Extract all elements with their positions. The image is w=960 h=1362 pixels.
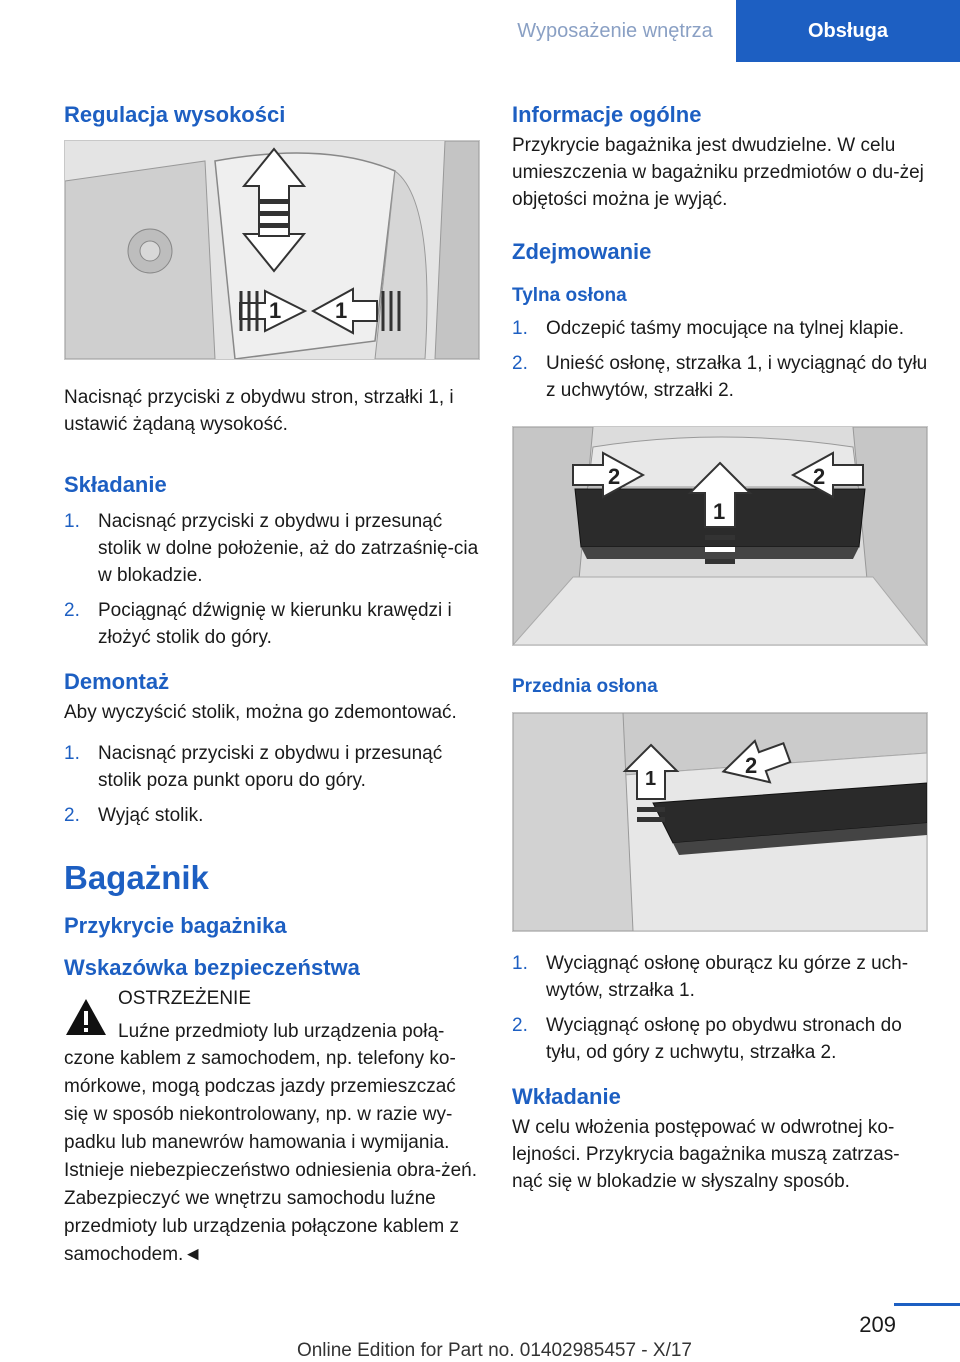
warning-title: OSTRZEŻENIE bbox=[118, 988, 252, 1009]
heading-inserting: Wkładanie bbox=[512, 1084, 621, 1109]
paragraph-inserting: W celu włożenia postępować w odwrotnej ko-lejności. Przykrycia bagażnika muszą zatrzas-nąć się w blokadzie w słyszalny sposób. bbox=[512, 1117, 900, 1192]
fig2-label-left: 2 bbox=[608, 464, 621, 489]
page-header bbox=[0, 0, 960, 62]
chapter-tab: Obsługa bbox=[736, 0, 960, 62]
section-title: Wyposażenie wnętrza bbox=[517, 19, 713, 42]
left-column bbox=[64, 102, 480, 1269]
figure-front-cover bbox=[512, 712, 928, 932]
heading-removing: Zdejmowanie bbox=[512, 239, 652, 264]
heading-safety: Wskazówka bezpieczeństwa bbox=[64, 955, 360, 980]
heading-cover: Przykrycie bagażnika bbox=[64, 913, 287, 938]
list-item: 1. Odczepić taśmy mocujące na tylnej klapie. bbox=[512, 318, 904, 339]
remove-steps bbox=[64, 740, 480, 829]
front-steps bbox=[512, 950, 928, 1066]
warning-body: czone kablem z samochodem, np. telefony ko-mórkowe, mogą podczas jazdy przemieszczać się w sposób niekontrolowany, np. w razie wy-padku lub manewrów hamowania i wymijania. Istnieje niebezpieczeństwo odniesienia obra-żeń. Zabezpieczyć we wnętrzu samochodu luźne przedmioty lub urządzenia połączone kablem z samochodem.◄ bbox=[64, 1048, 477, 1265]
heading-front-cover: Przednia osłona bbox=[512, 676, 658, 697]
fig1-label-right: 1 bbox=[335, 298, 348, 323]
warning-box bbox=[64, 985, 480, 1269]
list-item: 1. Nacisnąć przyciski z obydwu i przesunąć stolik poza punkt oporu do góry. bbox=[64, 743, 443, 791]
seat-table-illustration bbox=[65, 141, 479, 359]
heading-rear-cover: Tylna osłona bbox=[512, 285, 627, 306]
front-cover-illustration bbox=[513, 713, 927, 931]
paragraph-removal: Aby wyczyścić stolik, można go zdemontować. bbox=[64, 702, 457, 723]
fig3-label-back: 2 bbox=[745, 753, 758, 778]
list-item: 2. Pociągnąć dźwignię w kierunku krawędzi i złożyć stolik do góry. bbox=[64, 600, 452, 648]
edition-note: Online Edition for Part no. 01402985457 - X/17 bbox=[296, 1340, 692, 1361]
fig2-label-center: 1 bbox=[713, 499, 726, 524]
rear-steps bbox=[512, 315, 928, 404]
list-item: 1. Nacisnąć przyciski z obydwu i przesunąć stolik w dolne położenie, aż do zatrzaśnię-cia w blokadzie. bbox=[64, 511, 479, 586]
heading-folding: Składanie bbox=[64, 472, 167, 497]
list-item: 1. Wyciągnąć osłonę oburącz ku górze z uch-wytów, strzałka 1. bbox=[512, 953, 909, 1001]
heading-height-adjust: Regulacja wysokości bbox=[64, 102, 286, 127]
list-item: 2. Unieść osłonę, strzałka 1, i wyciągnąć do tyłu z uchwytów, strzałki 2. bbox=[512, 353, 928, 401]
fig3-label-up: 1 bbox=[645, 768, 657, 790]
fig1-label-left: 1 bbox=[269, 298, 282, 323]
fig2-label-right: 2 bbox=[813, 464, 826, 489]
page-number: 209 bbox=[859, 1312, 896, 1337]
figure-rear-cover bbox=[512, 426, 928, 646]
heading-removal: Demontaż bbox=[64, 669, 170, 694]
figure-seat-table bbox=[64, 140, 480, 360]
fold-steps bbox=[64, 508, 480, 651]
rear-cover-illustration bbox=[513, 427, 927, 645]
paragraph-general-info: Przykrycie bagażnika jest dwudzielne. W celu umieszczenia w bagażniku przedmiotów o du-żej objętości można je wyjąć. bbox=[512, 135, 924, 210]
footer-rule bbox=[894, 1303, 960, 1306]
heading-general-info: Informacje ogólne bbox=[512, 102, 702, 127]
right-column bbox=[512, 102, 928, 1195]
paragraph-height: Nacisnąć przyciski z obydwu stron, strzałki 1, i ustawić żądaną wysokość. bbox=[64, 387, 454, 435]
list-item: 2. Wyciągnąć osłonę po obydwu stronach do tyłu, od góry z uchwytu, strzałka 2. bbox=[512, 1015, 902, 1063]
warning-triangle-icon bbox=[64, 997, 108, 1037]
list-item: 2. Wyjąć stolik. bbox=[64, 805, 204, 826]
heading-trunk: Bagażnik bbox=[64, 859, 209, 896]
warning-lead: Luźne przedmioty lub urządzenia połą- bbox=[118, 1021, 445, 1042]
